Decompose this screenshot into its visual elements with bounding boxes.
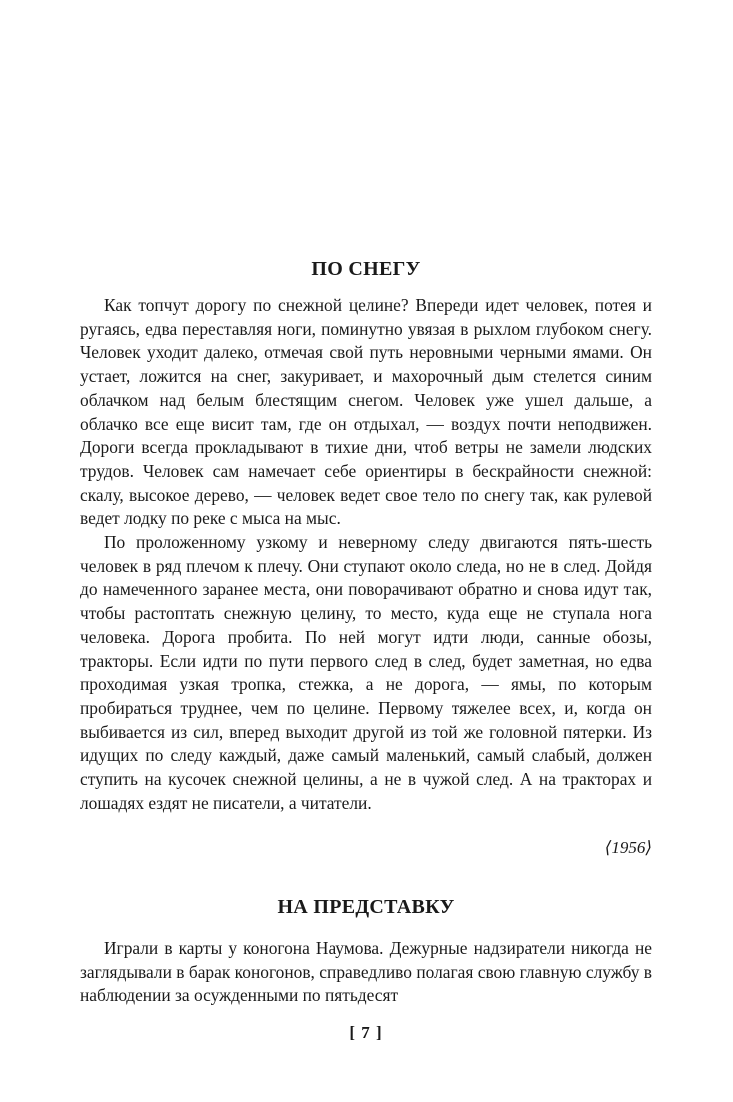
paragraph: Как топчут дорогу по снежной целине? Впереди идет человек, потея и ругаясь, едва переставляя ноги, поминутно увязая в рыхлом глубоком снегу. Человек уходит далеко, отмечая свой путь неровными черными ямами. Он устает, ложится на снег, закуривает, и махорочный дым стелется синим облачком над белым блестящим снегом. Человек уже ушел дальше, а облачко все еще висит там, где он отдыхал, — воздух почти неподвижен. Дороги всегда прокладывают в тихие дни, чтоб ветры не замели людских трудов. Человек сам намечает себе ориентиры в бескрайности снежной: скалу, высокое дерево, — человек ведет свое тело по снегу так, как рулевой ведет лодку по реке с мыса на мыс. — [80, 295, 652, 529]
story-title-na-predstavku: НА ПРЕДСТАВКУ — [277, 896, 455, 918]
story-text-po-snegu — [80, 294, 652, 815]
story-text-na-predstavku — [80, 937, 652, 1008]
story-date: ⟨1956⟩ — [604, 838, 652, 857]
paragraph: Играли в карты у коногона Наумова. Дежурные надзиратели никогда не заглядывали в барак коногонов, справедливо полагая свою главную службу в наблюдении за осужденными по пятьдесят — [80, 938, 652, 1006]
page-number: [ 7 ] — [349, 1023, 383, 1042]
story-title-po-snegu: ПО СНЕГУ — [311, 258, 421, 280]
paragraph: По проложенному узкому и неверному следу двигаются пять-шесть человек в ряд плечом к плечу. Они ступают около следа, но не в след. Дойдя до намеченного заранее места, они поворачивают обратно и снова идут так, чтобы растоптать снежную целину, то место, куда еще не ступала нога человека. Дорога пробита. По ней могут идти люди, санные обозы, тракторы. Если идти по пути первого след в след, будет заметная, но едва проходимая узкая тропка, стежка, а не дорога, — ямы, по которым пробираться труднее, чем по целине. Первому тяжелее всех, и, когда он выбивается из сил, вперед выходит другой из той же головной пятерки. Из идущих по следу каждый, даже самый маленький, самый слабый, должен ступить на кусочек снежной целины, а не в чужой след. А на тракторах и лошадях ездят не писатели, а читатели. — [80, 532, 652, 813]
book-page — [80, 0, 652, 1102]
